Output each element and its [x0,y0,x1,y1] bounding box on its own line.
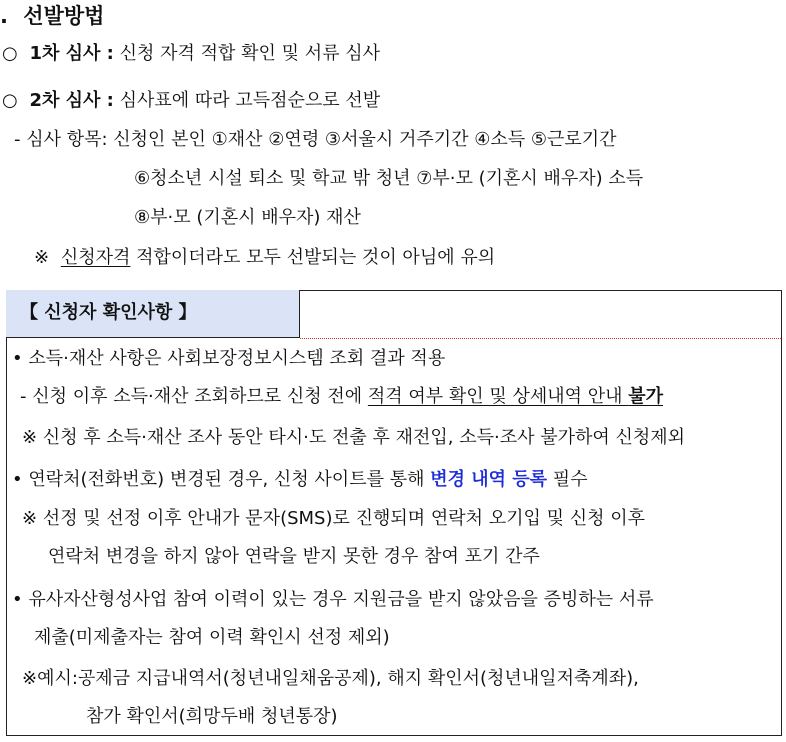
step2-text: 심사표에 따라 고득점순으로 선발 [113,90,381,111]
heading-title: 선발방법 [23,4,105,28]
item1-text: • 소득·재산 사항은 사회보장정보시스템 조회 결과 적용 [12,348,446,369]
section-heading [0,2,104,30]
step1-label: 1차 심사 : [29,43,114,64]
item1-note: ※ 신청 후 소득·재산 조사 동안 타시·도 전출 후 재전입, 소득·조사 불가하여 신청제외 [22,427,686,448]
item1-sub-underlined: 적격 여부 확인 및 상세내역 안내 [367,386,629,407]
step2-line [2,89,380,113]
item3-example-1: ※예시:공제금 지급내역서(청년내일채움공제), 해지 확인서(청년내일저축계좌), [22,668,639,689]
item2-text [12,468,588,492]
item2-suffix: 필수 [547,469,588,490]
item1-sub-prefix: - 신청 이후 소득·재산 조회하므로 신청 전에 [20,386,368,407]
step1-text: 신청 자격 적합 확인 및 서류 심사 [113,43,380,64]
box-title: 【 신청자 확인사항 】 [6,290,300,338]
item3-text-1: • 유사자산형성사업 참여 이력이 있는 경우 지원금을 받지 않았음을 증빙하는 서류 [12,589,654,610]
selection-note [34,246,495,270]
criteria-line-2: ⑥청소년 시설 퇴소 및 학교 밖 청년 ⑦부·모 (기혼시 배우자) 소득 [134,168,644,189]
circle-bullet-icon: ○ [2,90,18,111]
item2-note-2: 연락처 변경을 하지 않아 연락을 받지 못한 경우 참여 포기 간주 [48,546,540,567]
criteria-line-3: ⑧부·모 (기혼시 배우자) 재산 [134,207,361,228]
step1-line [2,42,380,66]
item2-note-1: ※ 선정 및 선정 이후 안내가 문자(SMS)로 진행되며 연락처 오기입 및 신청 이후 [22,508,646,529]
item1-sub [20,385,663,409]
item2-highlight: 변경 내역 등록 [430,469,548,490]
item3-text-2: 제출(미제출자는 참여 이력 확인시 선정 제외) [34,627,390,648]
item3-example-2: 참가 확인서(희망두배 청년통장) [86,706,338,727]
item2-prefix: • 연락처(전화번호) 변경된 경우, 신청 사이트를 통해 [12,469,431,490]
criteria-line-1: - 심사 항목: 신청인 본인 ①재산 ②연령 ③서울시 거주기간 ④소득 ⑤근로기간 [14,129,617,150]
item1-sub-bold: 불가 [628,386,664,407]
note-underlined: 신청자격 [60,247,131,268]
circle-bullet-icon: ○ [2,43,18,64]
heading-prefix: . [0,4,8,28]
note-mark: ※ [34,247,50,268]
step2-label: 2차 심사 : [29,90,114,111]
note-rest: 적합이더라도 모두 선발되는 것이 아님에 유의 [130,247,496,268]
dotted-divider [300,338,781,339]
